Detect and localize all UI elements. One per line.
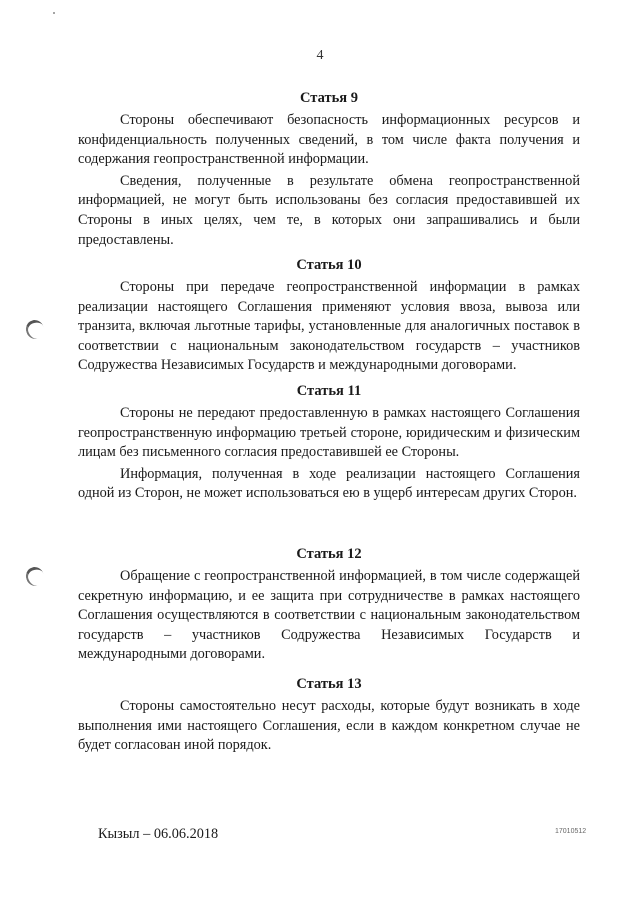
scan-speck — [53, 12, 55, 14]
article-9 — [78, 90, 580, 250]
article-12 — [78, 546, 580, 665]
article-paragraph: Стороны обеспечивают безопасность информационных ресурсов и конфиденциальность полученных сведений, в том числе факта получения и содержания геопространственной информации. — [78, 112, 580, 168]
article-paragraph: Стороны самостоятельно несут расходы, которые будут возникать в ходе выполнения ими настоящего Соглашения, если в каждом конкретном случае не будет согласован иной порядок. — [78, 698, 580, 754]
article-paragraph: Обращение с геопространственной информацией, в том числе содержащей секретную информацию, и ее защита при сотрудничестве в рамках настоящего Соглашения осуществляются в соответствии с национальным законодательством государств – участников Содружества Независимых Государств и международными договорами. — [78, 568, 580, 663]
article-heading: Статья 10 — [296, 257, 362, 273]
page-number: 4 — [316, 48, 324, 63]
punch-hole-bottom — [23, 564, 46, 588]
article-heading: Статья 9 — [300, 90, 358, 106]
article-paragraph: Информация, полученная в ходе реализации настоящего Соглашения одной из Сторон, не может использоваться ею в ущерб интересам других Сторон. — [78, 465, 580, 502]
article-heading: Статья 11 — [296, 383, 362, 399]
article-11 — [78, 383, 580, 504]
article-10 — [78, 257, 580, 376]
footer-place-date: Кызыл – 06.06.2018 — [98, 826, 219, 842]
article-13 — [78, 676, 580, 756]
article-paragraph: Сведения, полученные в результате обмена геопространственной информацией, не могут быть использованы без согласия предоставившей их Стороны в иных целях, чем те, в которых они запрашивались и были предоставлены. — [78, 172, 580, 248]
footer-document-code: 17010512 — [555, 828, 587, 835]
punch-hole-top — [23, 317, 46, 341]
article-heading: Статья 12 — [296, 546, 362, 562]
article-paragraph: Стороны не передают предоставленную в рамках настоящего Соглашения геопространственную информацию третьей стороне, юридическим и физическим лицам без письменного согласия предоставившей ее Стороны. — [78, 405, 580, 461]
article-heading: Статья 13 — [296, 676, 362, 692]
article-paragraph: Стороны при передаче геопространственной информации в рамках реализации настоящего Соглашения применяют условия ввоза, вывоза или транзита, включая льготные тарифы, установленные для аналогичных поставок в соответствии с национальным законодательством государств – участников Содружества Независимых Государств и международными договорами. — [78, 279, 580, 374]
